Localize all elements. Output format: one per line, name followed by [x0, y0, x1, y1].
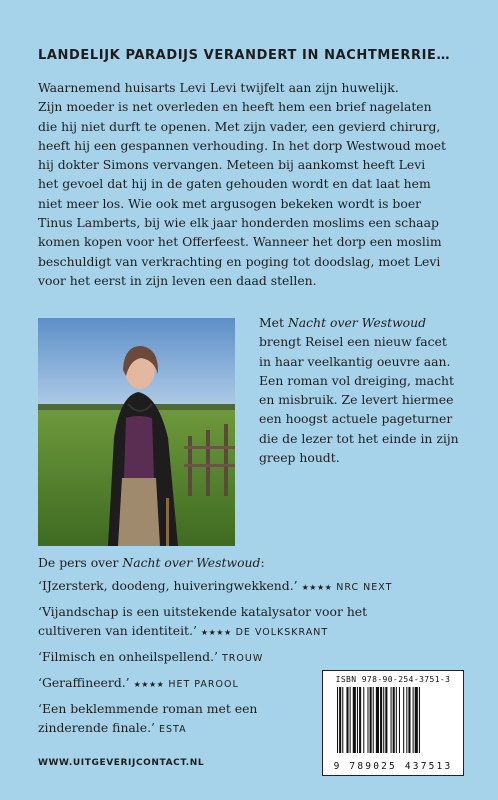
- barcode-bar: [380, 687, 382, 753]
- quote-text: cultiveren van identiteit.’: [38, 623, 197, 638]
- barcode-bar: [357, 687, 358, 753]
- quote-text: ‘Geraffineerd.’: [38, 675, 130, 690]
- quote-source: NRC NEXT: [336, 582, 393, 593]
- quote-source: DE VOLKSKRANT: [235, 627, 329, 638]
- synopsis-line: komen kopen voor het Offerfeest. Wanneer het dorp een moslim: [38, 234, 442, 250]
- author-blurb: [259, 313, 469, 467]
- barcode-bar: [337, 687, 338, 753]
- synopsis-line: Zijn moeder is net overleden en heeft hem een brief nagelaten: [38, 99, 432, 115]
- quote-line: ‘Een beklemmende roman met een: [38, 701, 258, 716]
- quote-source: TROUW: [222, 653, 264, 664]
- synopsis-line: hij dokter Simons vervangen. Meteen bij aankomst heeft Levi: [38, 157, 426, 173]
- synopsis-line: beschuldigt van verkrachting en poging tot doodslag, moet Levi: [38, 253, 441, 269]
- quote-source: HET PAROOL: [168, 679, 239, 690]
- author-photo: [38, 318, 235, 546]
- synopsis-line: voor het eerst in zijn leven een daad stellen.: [38, 272, 317, 288]
- synopsis-line: die hij niet durft te openen. Met zijn vader, een gevierd chirurg,: [38, 118, 441, 134]
- quote-line: [38, 647, 478, 668]
- author-blurb-line: die de lezer tot het einde in zijn: [259, 430, 459, 446]
- barcode-bar: [346, 687, 348, 753]
- barcode-bar: [342, 687, 343, 753]
- synopsis-line: Waarnemend huisarts Levi Levi twijfelt aan zijn huwelijk.: [38, 80, 399, 95]
- barcode-bar: [373, 687, 374, 753]
- quote-text: zinderende finale.’: [38, 720, 155, 735]
- barcode-bar: [359, 687, 361, 753]
- press-quote: [38, 576, 478, 597]
- barcode-bar: [408, 687, 410, 753]
- press-quote: [38, 647, 478, 668]
- barcode-bar: [396, 687, 397, 753]
- barcode-bar: [415, 687, 418, 753]
- barcode-bar: [370, 687, 372, 753]
- barcode-bar: [383, 687, 384, 753]
- press-quote: [38, 602, 478, 642]
- press-intro-title: Nacht over Westwoud: [122, 555, 261, 570]
- book-title: Nacht over Westwoud: [287, 315, 427, 330]
- author-blurb-line: [259, 313, 469, 332]
- author-blurb-line: greep houdt.: [259, 450, 340, 466]
- synopsis-line: het gevoel dat hij in de gaten gehouden wordt en dat laat hem: [38, 176, 431, 192]
- author-blurb-line: en misbruik. Ze levert hiermee: [259, 392, 454, 408]
- barcode-bars: [335, 687, 451, 753]
- barcode-bar: [403, 687, 404, 753]
- barcode-bar: [406, 687, 407, 753]
- synopsis: [38, 78, 463, 290]
- barcode-bar: [419, 687, 420, 753]
- synopsis-line: heeft hij een gespannen verhouding. In het dorp Westwoud moet: [38, 137, 447, 153]
- star-rating: ★★★★: [301, 583, 333, 592]
- barcode-bar: [393, 687, 395, 753]
- quote-text: ‘Filmisch en onheilspellend.’: [38, 649, 218, 664]
- star-rating: ★★★★: [133, 680, 165, 689]
- synopsis-line: Tinus Lamberts, bij wie elk jaar honderden moslims een schaap: [38, 215, 439, 231]
- quote-source: ESTA: [158, 724, 187, 735]
- quote-line: [38, 621, 478, 642]
- author-blurb-line: in haar veelkantig oeuvre aan.: [259, 353, 451, 369]
- barcode-bar: [353, 687, 356, 753]
- barcode-bar: [385, 687, 387, 753]
- author-blurb-prefix: Met: [259, 315, 288, 330]
- barcode-bar: [399, 687, 400, 753]
- quote-text: ‘IJzersterk, doodeng, huiveringwekkend.’: [38, 578, 298, 593]
- quote-line: [38, 576, 478, 597]
- barcode-bar: [350, 687, 351, 753]
- isbn-barcode: [322, 670, 464, 776]
- publisher-website: WWW.UITGEVERIJCONTACT.NL: [38, 758, 205, 768]
- barcode-digits: 9 789025 437513: [333, 761, 453, 772]
- isbn-text: ISBN 978-90-254-3751-3: [335, 675, 451, 684]
- author-blurb-line: brengt Reisel een nieuw facet: [259, 334, 447, 350]
- headline: LANDELIJK PARADIJS VERANDERT IN NACHTMERRIE…: [38, 48, 451, 63]
- barcode-bar: [339, 687, 341, 753]
- star-rating: ★★★★: [200, 628, 232, 637]
- press-intro: [38, 553, 478, 572]
- barcode-bar: [391, 687, 392, 753]
- press-intro-prefix: De pers over: [38, 555, 123, 570]
- barcode-bar: [413, 687, 414, 753]
- barcode-bar: [376, 687, 379, 753]
- author-blurb-line: een hoogst actuele pageturner: [259, 411, 453, 427]
- press-intro-suffix: :: [260, 555, 265, 570]
- author-blurb-line: Een roman vol dreiging, macht: [259, 372, 454, 388]
- quote-line: ‘Vijandschap is een uitstekende katalysator voor het: [38, 604, 368, 619]
- barcode-bar: [367, 687, 368, 753]
- barcode-bar: [363, 687, 364, 753]
- synopsis-line: niet meer los. Wie ook met argusogen bekeken wordt is boer: [38, 195, 422, 211]
